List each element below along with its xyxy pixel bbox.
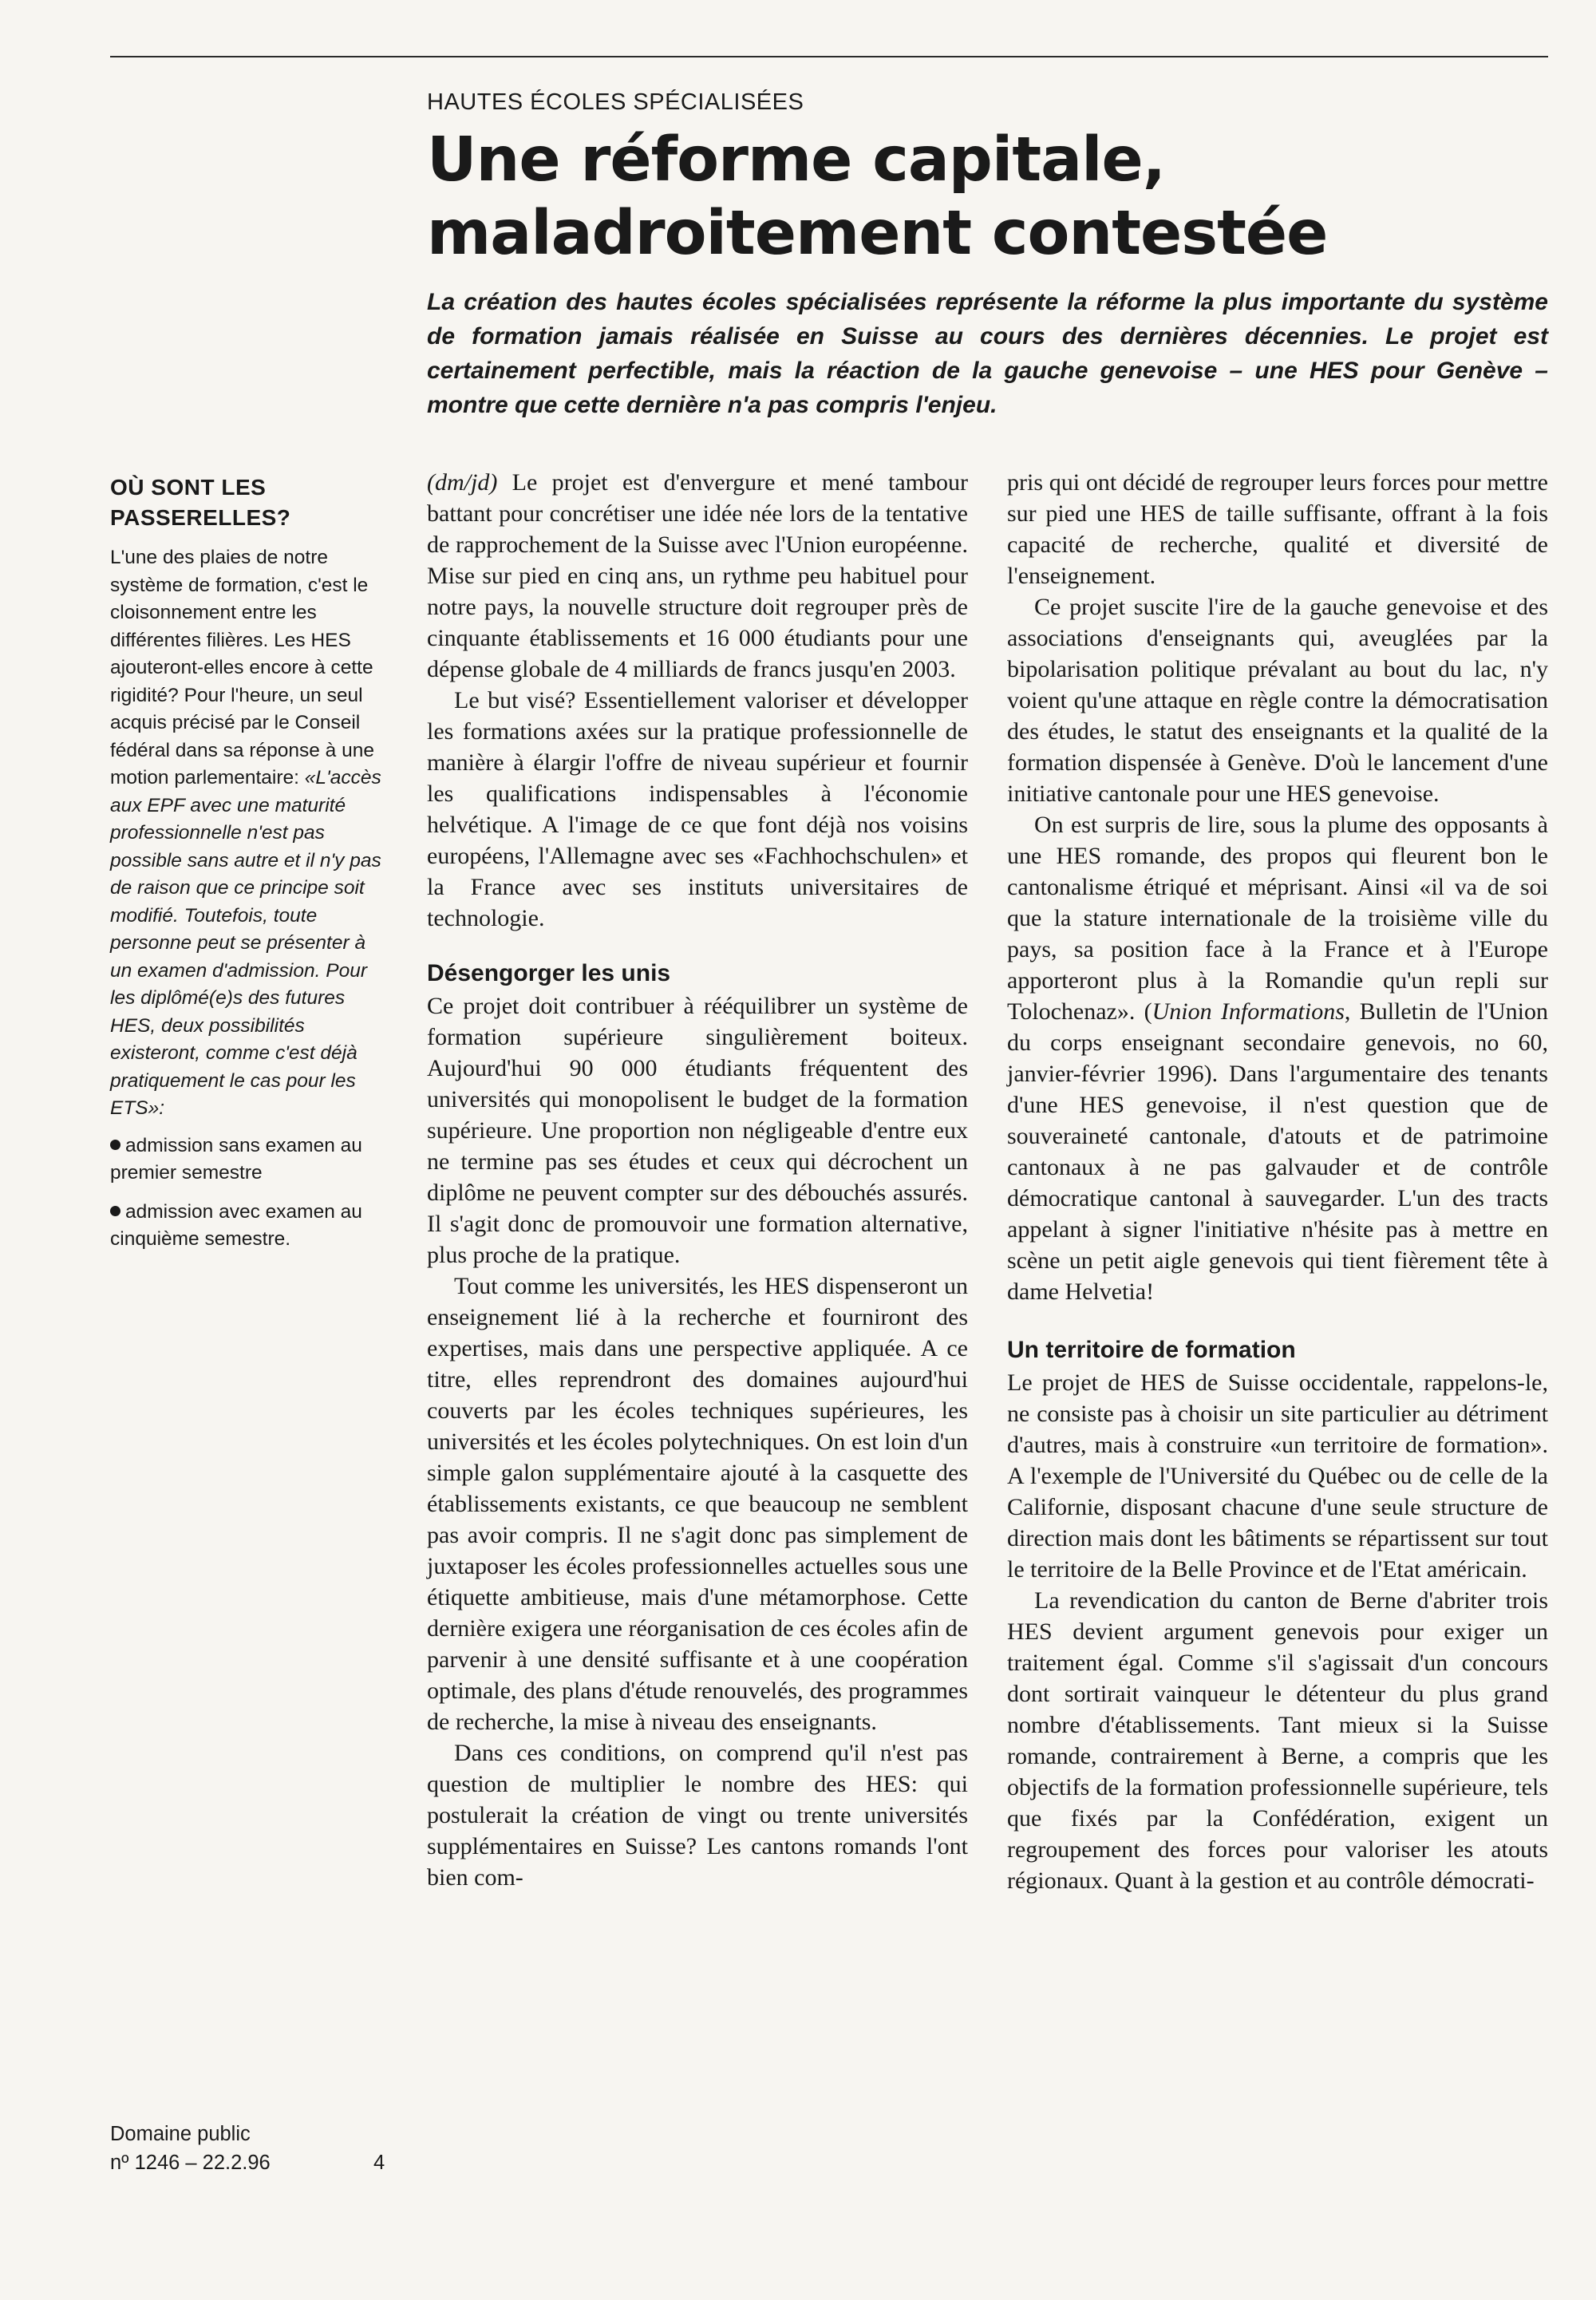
sidebar-body: L'une des plaies de notre système de formation, c'est le cloisonnement entre les différentes filières. Les HES ajouteront-elles encore à cette rigidité? Pour l'heure, un seul acquis précisé par le Conseil fédéral dans sa réponse à une motion parlementaire: [110, 547, 374, 788]
bullet-icon [110, 1206, 120, 1216]
title-line-1: Une réforme capitale, [427, 124, 1165, 196]
title-line-2: maladroitement contestée [427, 198, 1328, 269]
sidebar-quote: «L'accès aux EPF avec une maturité professionnelle n'est pas possible sans autre et il n'y pas de raison que ce principe soit modifié. Toutefois, toute personne peut se présenter à un examen d'admission. Pour les diplômé(e)s des futures HES, deux possibilités existeront, comme c'est déjà pratiquement le cas pour les ETS»: [110, 767, 381, 1119]
paragraph-text: Le projet est d'envergure et mené tambour battant pour concrétiser une idée née lors de la tentative de rapprochement de la Suisse avec l'Union européenne. Mise sur pied en cinq ans, un rythme peu habituel pour notre pays, la nouvelle structure doit regrouper près de cinquante établissements et 16 000 étudiants pour une dépense globale de 4 milliards de francs jusqu'en 2003. [427, 469, 968, 682]
sidebar-bullet-text: admission sans examen au premier semestre [110, 1134, 362, 1184]
section-kicker: HAUTES ÉCOLES SPÉCIALISÉES [427, 89, 804, 115]
sidebar-title: OÙ SONT LES PASSERELLES? [110, 475, 291, 530]
paragraph: Le projet de HES de Suisse occidentale, rappelons-le, ne consiste pas à choisir un site particulier au détriment d'autres, mais à construire «un territoire de formation». A l'exemple de l'Université du Québec ou de celle de la Californie, disposant chacune d'une seule structure de direction mais dont les bâtiments se répartissent sur tout le territoire de la Belle Province et de l'Etat américain. [1007, 1369, 1548, 1583]
sidebar-bullet-item [110, 1199, 385, 1254]
page-footer [110, 2120, 385, 2177]
sidebar-box [110, 472, 385, 1265]
sidebar-text [110, 544, 385, 1123]
paragraph: pris qui ont décidé de regrouper leurs forces pour mettre sur pied une HES de taille suffisante, offrant à la fois capacité de recherche, qualité et diversité de l'enseignement. [1007, 469, 1548, 589]
paragraph: La revendication du canton de Berne d'abriter trois HES devient argument genevois pour exiger un traitement égal. Comme s'il s'agissait d'un concours dont sortirait vainqueur le détenteur du plus grand nombre d'établissements. Tant mieux si la Suisse romande, contrairement à Berne, a compris que les objectifs de la formation professionnelle supérieure, tels que fixés par la Confédération, exigent un regroupement des forces pour valoriser les atouts régionaux. Quant à la gestion et au contrôle démocrati- [1007, 1587, 1548, 1894]
article-column-1 [427, 467, 968, 1893]
sidebar-bullet-text: admission avec examen au cinquième semestre. [110, 1200, 362, 1250]
paragraph: Ce projet doit contribuer à rééquilibrer un système de formation supérieure singulièrement boiteux. Aujourd'hui 90 000 étudiants fréquentent des universités qui monopolisent le budget de la formation supérieure. Une proportion non négligeable d'entre eux ne termine pas ses études et ceux qui décrochent un diplôme ne peuvent compter sur des débouchés assurés. Il s'agit donc de promouvoir une formation alternative, plus proche de la pratique. [427, 993, 968, 1268]
sidebar-bullet-item [110, 1132, 385, 1188]
article-column-2 [1007, 467, 1548, 1896]
paragraph-text: , Bulletin de l'Union du corps enseignant secondaire genevois, no 60, janvier-février 1996). Dans l'argumentaire des tenants d'une HES genevoise, il n'est question que de souveraineté cantonale, d'atouts et de patrimoine cantonaux à ne pas galvauder et de contrôle démocratique cantonal à sauvegarder. L'un des tracts appelant à signer l'initiative n'hésite pas à mettre en scène un petit aigle genevois qui tient fièrement tête à dame Helvetia! [1007, 998, 1548, 1305]
publication-name: Domaine public [110, 2123, 251, 2145]
paragraph: Dans ces conditions, on comprend qu'il n'est pas question de multiplier le nombre des HES: qui postulerait la création de vingt ou trente universités supplémentaires en Suisse? Les cantons romands l'ont bien com- [427, 1740, 968, 1891]
paragraph: Le but visé? Essentiellement valoriser et développer les formations axées sur la pratique professionnelle de manière à élargir l'offre de niveau supérieur et fournir les qualifications indispensables à l'économie helvétique. A l'image de ce que font déjà nos voisins européens, l'Allemagne avec ses «Fachhochschulen» et la France avec ses instituts universitaires de technologie. [427, 687, 968, 931]
paragraph: Tout comme les universités, les HES dispenseront un enseignement lié à la recherche et fourniront des expertises, mais dans une perspective appliquée. A ce titre, elles reprendront des domaines aujourd'hui couverts par les écoles techniques supérieures, les universités et les écoles polytechniques. On est loin d'un simple galon supplémentaire ajouté à la casquette des établissements existants, ce que beaucoup ne semblent pas avoir compris. Il ne s'agit donc pas simplement de juxtaposer les écoles professionnelles actuelles sous une étiquette ambitieuse, mais d'une métamorphose. Cette dernière exigera une réorganisation de ces écoles afin de parvenir à une densité suffisante et à une coopération optimale, des plans d'étude renouvelés, des programmes de recherche, la mise à niveau des enseignants. [427, 1273, 968, 1735]
article-title [427, 124, 1548, 271]
issue-info: nº 1246 – 22.2.96 [110, 2152, 271, 2174]
subheading: Désengorger les unis [427, 960, 671, 986]
paragraph: Ce projet suscite l'ire de la gauche genevoise et des associations d'enseignants qui, aveuglées par la bipolarisation politique prévalant au bout du lac, n'y voient qu'une attaque en règle contre la démocratisation des études, le statut des enseignants et la qualité de la formation dispensée à Genève. D'où le lancement d'une initiative cantonale pour une HES genevoise. [1007, 594, 1548, 807]
bullet-icon [110, 1140, 120, 1150]
author-initials: (dm/jd) [427, 469, 498, 496]
article-header [427, 89, 1548, 422]
subheading: Un territoire de formation [1007, 1337, 1296, 1363]
article-lead: La création des hautes écoles spécialisées représente la réforme la plus importante du système de formation jamais réalisée en Suisse au cours des dernières décennies. Le projet est certainement perfectible, mais la réaction de la gauche genevoise – une HES pour Genève – montre que cette dernière n'a pas compris l'enjeu. [427, 289, 1548, 418]
page-number: 4 [373, 2152, 385, 2174]
source-title: Union Informations [1152, 998, 1345, 1025]
top-rule [110, 56, 1548, 57]
sidebar-bullets [110, 1132, 385, 1254]
paragraph [427, 467, 968, 685]
paragraph [1007, 809, 1548, 1307]
paragraph-text: On est surpris de lire, sous la plume des opposants à une HES romande, des propos qui fleurent bon le cantonalisme étriqué et méprisant. Ainsi «il va de soi que la stature internationale de la troisième ville du pays, sa position face à la France et à l'Europe apporteront plus à la Romandie qu'un repli sur Tolochenaz». ( [1007, 812, 1548, 1025]
